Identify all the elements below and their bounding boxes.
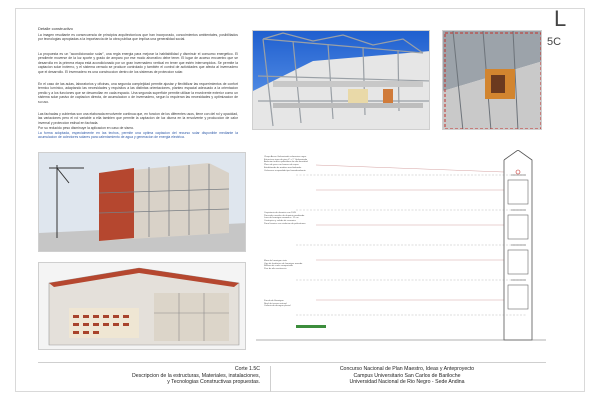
note: Entablonado de madera machimbrado: [264, 166, 302, 169]
sheet-letter: L: [554, 6, 567, 31]
render-cutaway-auditorium: [38, 262, 246, 350]
sheet-number: 5C: [547, 36, 562, 48]
footer-right-line-3: Universidad Nacional de Rio Negro - Sede Andina: [349, 379, 465, 386]
footer-left-line-2: Descripcion de la estructuras, Materiales, instalaciones,: [131, 372, 260, 379]
notes-middle: [264, 212, 324, 226]
note: Aislacion termica polietileno de alta densidad: [264, 161, 308, 164]
note: Piso de alta resistencia: [264, 268, 287, 271]
footer-competition-info: [282, 366, 532, 386]
note: Panel termico con aislacion de poliestireno: [264, 222, 306, 225]
footer-sheet-description: [40, 366, 260, 386]
notes-top: [264, 156, 324, 172]
note: Cielorraso suspendido tipo fonoabsorbente: [264, 169, 306, 172]
note: Relleno de suelo compactado: [264, 265, 293, 268]
note: Parasoles moviles de aluminio anodizado: [264, 214, 305, 217]
detail-graphic: [443, 31, 542, 130]
note: Carpinteria de aluminio con DVH: [264, 212, 296, 214]
construction-section: [256, 150, 546, 350]
footer-divider: [270, 366, 271, 392]
paragraph-highlight: La forma adoptada, especialmente en las techos, permite una optima captacion del recurso solar disponible mediante la acumulacion de colectores solares para calentamiento de agua y generacion de energia electrica.: [38, 131, 238, 140]
paragraph-4: Las fachadas y cubiertas son una elaborada envolvente continua que, en funcion de los diferentes usos, tiene con del rol y opacidad, las variaciones pero el rol variable a ella tambien que permite la captacion de luz diurna en la envolvente y produccion de calor invernal y proteccion estival en fachada.: [38, 112, 238, 125]
footer-left-line-1: Corte 1.5C: [234, 366, 260, 372]
building-perspective-graphic: [39, 153, 246, 252]
section-drawing: [256, 150, 546, 350]
render-detail-callout: [442, 30, 542, 130]
footer-left-line-3: y Tecnologias Constructivas propuestas.: [167, 379, 260, 386]
notes-lower: [264, 260, 324, 271]
note: Zocalo de Hormigon: [264, 300, 284, 302]
paragraph-2: La propuesta es un "acondicionador solar", una regla energia para mejorar la habitabilidad y disminuir el consumo energetico. El pendiente moverse de la luz sporte y grado de amparo por ese modo ahorrativo debe tener. El lugar de acceso encuentro que se desarrolla en la primera etapa está acondicionado por un gran invernadero vertical en tener que estén interrumpidos. Se permite la captacion solar invierno, y el sistema cerrado se produce controlado y también el control de actividades que afecta al invernadero que el desarrollo. El invernadero es una construccion dentro de los sistemas de proteccion solar.: [38, 52, 238, 74]
footer-right-line-2: Campus Universitario San Carlos de Bariloche: [353, 372, 461, 379]
note: Cañeria de desague pluvial: [264, 305, 291, 308]
cutaway-graphic: [39, 263, 246, 350]
note: Placa de yeso con barrera de vapor: [264, 164, 299, 167]
paragraph-5: Por su reducido peso disminuye la aplicacion en caso de sismo.: [38, 126, 135, 130]
structure-interior-graphic: [253, 31, 430, 130]
paragraph-3: En el caso de las aulas, laboratorios y oficinas, una segunda complejidad permite ajustar y flexibilizar las requerimientos de confort termico lumínico, adaptando las necesidades y requisitos a las distintas orientaciones, planteo espacial adecuado a la orientacion predio y a los funciones que se desarrollan en cada espacio. Una segunda superficie permite utilizar la envolvente exterior como un sistema solar pasivo de captacion directa, de acumulacion o de invernadero, segun lo requieran las necesidades y optimizacion de su uso.: [38, 82, 238, 104]
note: Contrapiso y solado de ceramico: [264, 220, 296, 223]
footer-right-line-1: Concurso Nacional de Plan Maestro, Ideas y Anteproyecto: [339, 366, 475, 372]
render-structure-interior: [252, 30, 430, 130]
note: Muro de hormigon visto: [264, 260, 287, 262]
render-building-perspective: [38, 152, 246, 252]
footer-rule: [38, 362, 546, 363]
note: Losa de hormigon armado e: 12 cm: [264, 217, 299, 220]
notes-bottom: [264, 300, 324, 308]
text-heading: Detalle constructivo: [38, 26, 73, 31]
paragraph-1: La imagen resultante es consecuencia de principios arquitectonicos que han incorporado, conocimientos ambientales, posibilitados por tecnologias apropiadas a la importancia de la obra publica que implica una generalidad social.: [38, 33, 238, 42]
note: Nivel de terreno natural: [264, 302, 287, 305]
note: Viga de fundacion de hormigon armado: [264, 262, 303, 265]
note: Estructura vigas de pino 4" x 1" Galvanizado: [264, 158, 308, 161]
note: Chapa Acero Galvanizado coloracion negro: [264, 156, 307, 158]
